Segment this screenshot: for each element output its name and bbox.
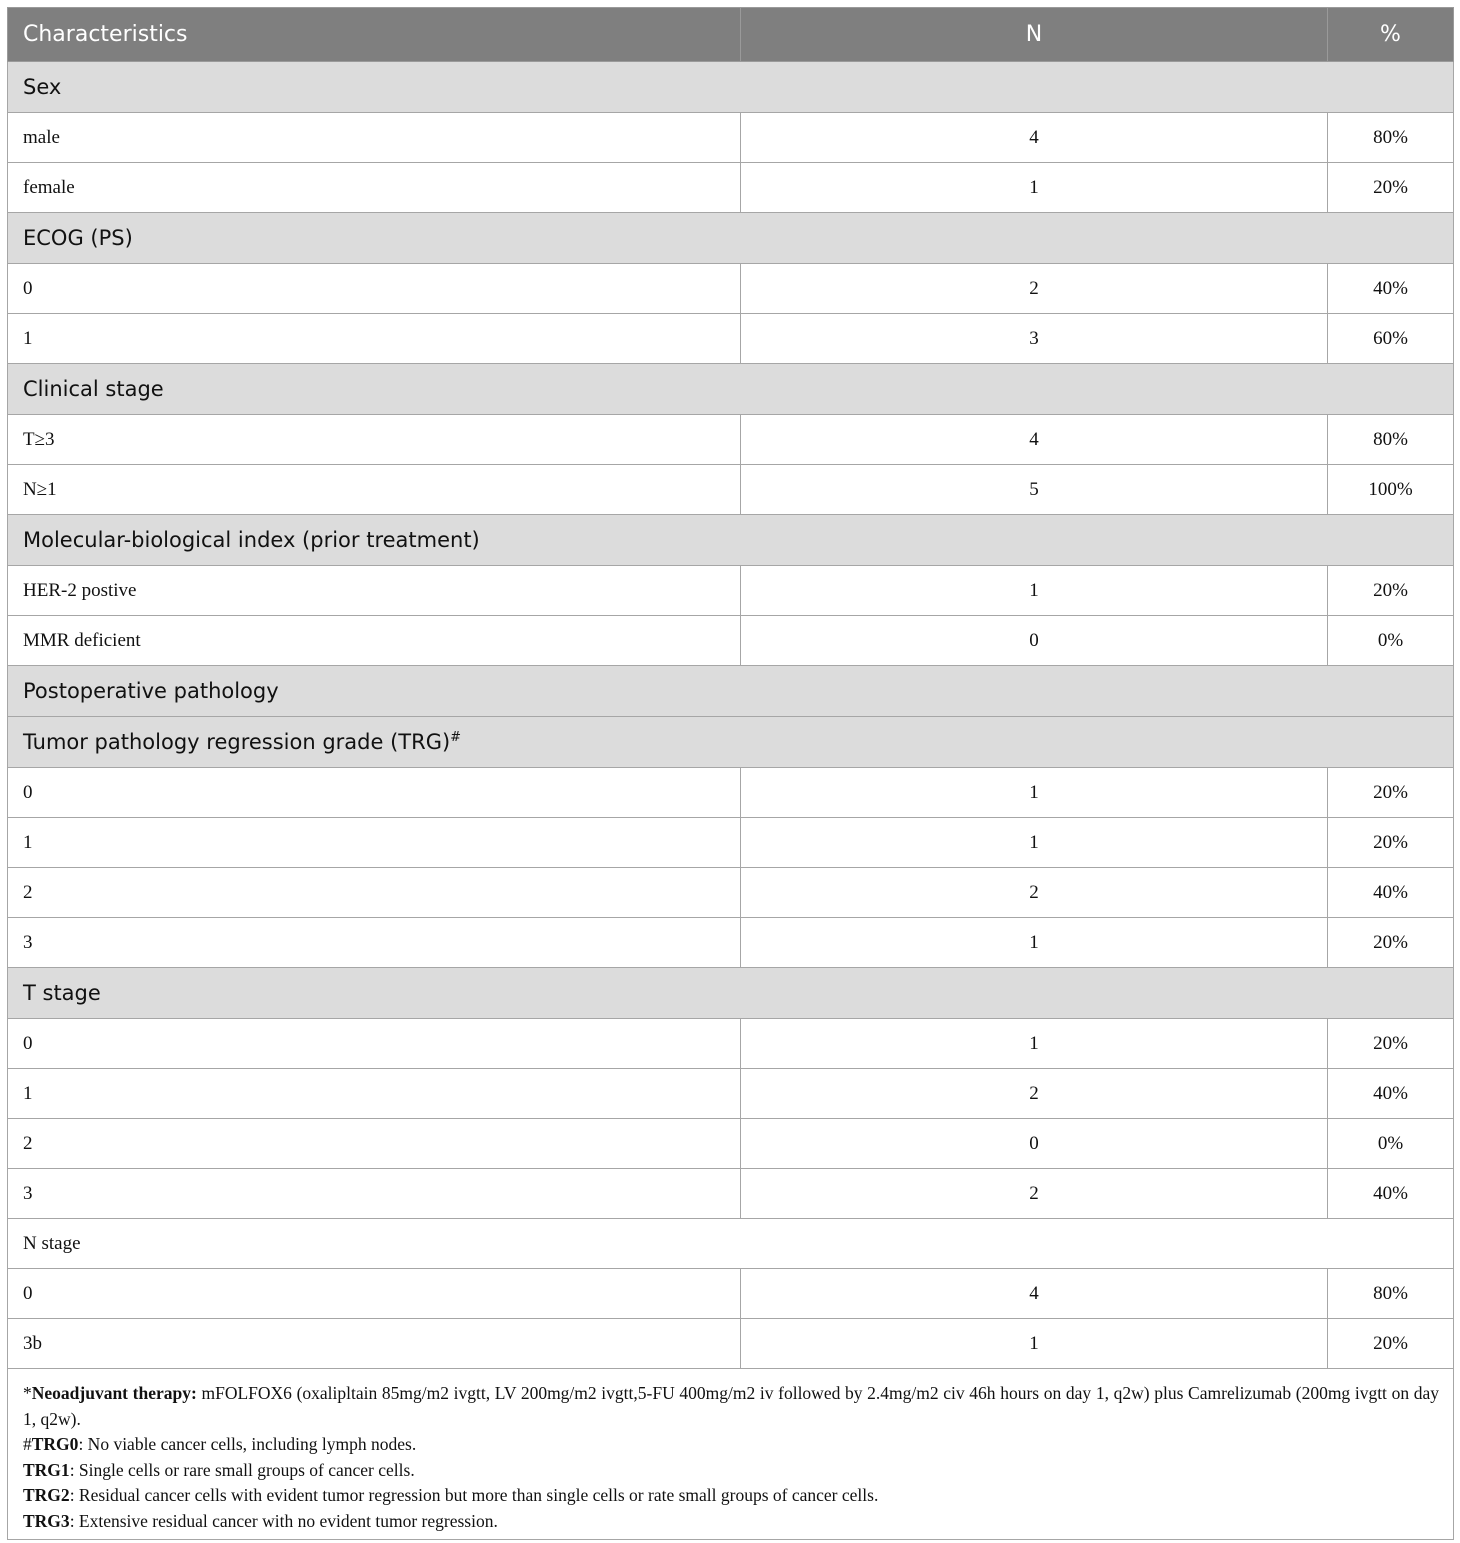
row-label: 3 [8,918,741,968]
header-row [8,8,1454,62]
footnote-row [8,1369,1454,1540]
table-row [8,1019,1454,1069]
footnotes [8,1369,1454,1540]
table-row [8,415,1454,465]
row-label: 2 [8,868,741,918]
row-label: 1 [8,314,741,364]
footnote-line [23,1458,1439,1484]
table-row [8,616,1454,666]
footnote-line [23,1432,1439,1458]
footnote-term: TRG0 [31,1434,79,1454]
table-row [8,1319,1454,1369]
row-percent: 20% [1328,566,1454,616]
section-row [8,968,1454,1019]
footnote-term: TRG2 [23,1485,70,1505]
header-percent: % [1328,8,1454,62]
footnote-line [23,1483,1439,1509]
table-row [8,1169,1454,1219]
row-n: 4 [741,113,1328,163]
section-label [8,717,1454,768]
row-n: 2 [741,1069,1328,1119]
row-n: 2 [741,868,1328,918]
row-n: 1 [741,566,1328,616]
row-n: 1 [741,1019,1328,1069]
row-label: 0 [8,768,741,818]
row-percent: 20% [1328,1319,1454,1369]
table-row [8,818,1454,868]
section-label-text: N stage [23,1232,81,1254]
header-characteristics: Characteristics [8,8,741,62]
section-label [8,968,1454,1019]
table-row [8,768,1454,818]
table-row [8,1119,1454,1169]
row-label: HER-2 postive [8,566,741,616]
row-n: 5 [741,465,1328,515]
row-label: T≥3 [8,415,741,465]
footnote-text: : Single cells or rare small groups of cancer cells. [69,1459,415,1480]
row-percent: 20% [1328,1019,1454,1069]
footnote-text: : Extensive residual cancer with no evident tumor regression. [69,1510,498,1531]
row-percent: 80% [1328,113,1454,163]
section-label-text: Molecular-biological index (prior treatment) [23,528,480,552]
row-percent: 100% [1328,465,1454,515]
table-row [8,868,1454,918]
row-label: 0 [8,1269,741,1319]
row-n: 1 [741,818,1328,868]
row-label: 1 [8,818,741,868]
row-n: 4 [741,415,1328,465]
row-percent: 60% [1328,314,1454,364]
footnote-text: mFOLFOX6 (oxalipltain 85mg/m2 ivgtt, LV 200mg/m2 ivgtt,5-FU 400mg/m2 iv followed by 2.4mg/m2 civ 46h hours on day 1, q2w) plus Camrelizumab (200mg ivgtt on day 1, q2w). [23,1383,1439,1429]
section-label-text: Sex [23,75,62,99]
row-label: 1 [8,1069,741,1119]
table-row [8,264,1454,314]
section-label [8,666,1454,717]
footnote-text: : No viable cancer cells, including lymph nodes. [78,1434,417,1454]
row-n: 3 [741,314,1328,364]
table-row [8,314,1454,364]
characteristics-table [7,7,1454,1540]
table-row [8,1069,1454,1119]
table-row [8,163,1454,213]
section-label-text: ECOG (PS) [23,226,133,250]
section-row [8,666,1454,717]
row-percent: 40% [1328,1069,1454,1119]
section-label-text: Tumor pathology regression grade (TRG) [23,730,451,754]
footnote-prefix: * [23,1383,32,1403]
footnote-term: Neoadjuvant therapy: [31,1383,197,1403]
section-label [8,364,1454,415]
section-label [8,62,1454,113]
row-label: MMR deficient [8,616,741,666]
section-row [8,213,1454,264]
section-row [8,1219,1454,1269]
section-label [8,213,1454,264]
row-label: 2 [8,1119,741,1169]
row-label: 3 [8,1169,741,1219]
row-n: 1 [741,1319,1328,1369]
row-percent: 80% [1328,415,1454,465]
footnote-term: TRG3 [23,1510,70,1531]
section-row [8,62,1454,113]
table-row [8,465,1454,515]
row-percent: 0% [1328,1119,1454,1169]
table-row [8,113,1454,163]
row-n: 2 [741,264,1328,314]
section-label-text: T stage [23,981,101,1005]
footnote-text: : Residual cancer cells with evident tumor regression but more than single cells or rate small groups of cancer cells. [69,1485,879,1505]
section-row [8,364,1454,415]
section-label-text: Postoperative pathology [23,679,279,703]
row-percent: 40% [1328,1169,1454,1219]
row-label: 0 [8,1019,741,1069]
row-n: 0 [741,616,1328,666]
row-label: 0 [8,264,741,314]
footnote-prefix: # [23,1434,32,1454]
header-n: N [741,8,1328,62]
row-label: N≥1 [8,465,741,515]
row-label: female [8,163,741,213]
row-percent: 20% [1328,818,1454,868]
row-percent: 40% [1328,868,1454,918]
row-label: male [8,113,741,163]
footnote-line [23,1509,1439,1535]
row-percent: 80% [1328,1269,1454,1319]
row-n: 2 [741,1169,1328,1219]
row-percent: 40% [1328,264,1454,314]
row-n: 1 [741,163,1328,213]
row-n: 0 [741,1119,1328,1169]
section-label [8,515,1454,566]
footnote-marker: # [450,730,462,745]
footnote-line [23,1381,1439,1432]
section-row [8,515,1454,566]
table-body [8,62,1454,1369]
row-label: 3b [8,1319,741,1369]
section-label [8,1219,1454,1269]
table-row [8,1269,1454,1319]
row-n: 1 [741,918,1328,968]
row-n: 4 [741,1269,1328,1319]
row-percent: 20% [1328,768,1454,818]
table-row [8,566,1454,616]
section-label-text: Clinical stage [23,377,164,401]
row-percent: 20% [1328,918,1454,968]
row-percent: 20% [1328,163,1454,213]
table-row [8,918,1454,968]
row-n: 1 [741,768,1328,818]
section-row [8,717,1454,768]
footnote-term: TRG1 [23,1459,70,1480]
row-percent: 0% [1328,616,1454,666]
table-container [7,7,1453,1540]
